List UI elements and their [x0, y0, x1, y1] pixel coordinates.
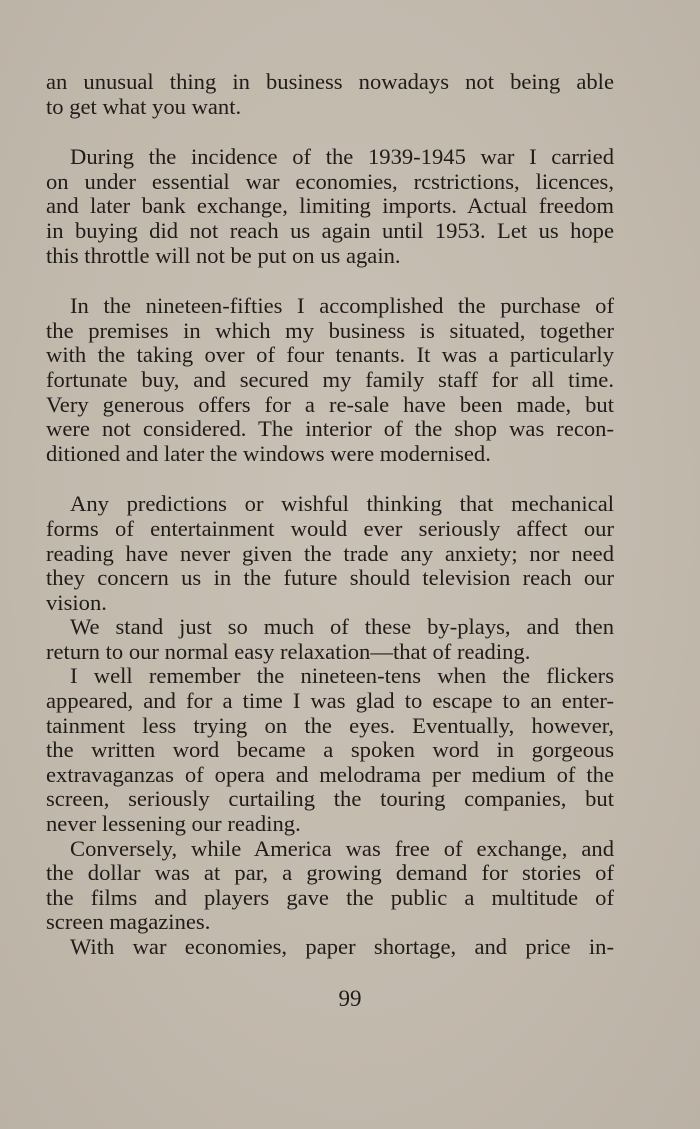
- text-line: on under essential war economies, rcstrictions, licences,: [46, 168, 614, 194]
- paragraph: [46, 70, 614, 119]
- text-line: With war economies, paper shortage, and price in-: [70, 934, 614, 959]
- text-line: to get what you want.: [46, 93, 242, 119]
- text-line: During the incidence of the 1939-1945 war I carried: [70, 144, 614, 170]
- text-line: screen magazines.: [46, 909, 211, 935]
- text-line: extravaganzas of opera and melodrama per medium of the: [46, 761, 614, 787]
- text-line: this throttle will not be put on us again.: [46, 242, 401, 268]
- text-line: Very generous offers for a re-sale have been made, but: [46, 391, 614, 417]
- paragraph: [46, 837, 614, 935]
- text-line: the written word became a spoken word in gorgeous: [46, 737, 614, 763]
- text-line: Conversely, while America was free of exchange, and: [70, 835, 614, 861]
- text-line: were not considered. The interior of the shop was recon-: [46, 416, 614, 442]
- text-line: the films and players gave the public a multitude of: [46, 884, 614, 910]
- text-line: We stand just so much of these by-plays, and then: [70, 614, 614, 640]
- text-line: Any predictions or wishful thinking that mechanical: [70, 491, 614, 517]
- text-line: I well remember the nineteen-tens when the flickers: [70, 663, 614, 689]
- text-line: tainment less trying on the eyes. Eventually, however,: [46, 712, 614, 738]
- text-line: in buying did not reach us again until 1953. Let us hope: [46, 217, 614, 243]
- paragraph: [46, 615, 614, 664]
- text-line: reading have never given the trade any anxiety; nor need: [46, 540, 614, 566]
- paragraph: [46, 492, 614, 615]
- text-line: vision.: [46, 589, 107, 615]
- text-line: they concern us in the future should television reach our: [46, 565, 614, 591]
- text-line: the premises in which my business is situated, together: [46, 317, 614, 343]
- text-line: with the taking over of four tenants. It was a particularly: [46, 342, 614, 368]
- paragraph: [46, 664, 614, 836]
- text-line: never lessening our reading.: [46, 811, 301, 837]
- text-line: return to our normal easy relaxation—that of reading.: [46, 638, 531, 664]
- text-line: screen, seriously curtailing the touring companies, but: [46, 786, 614, 812]
- paragraph: [46, 935, 614, 960]
- text-line: the dollar was at par, a growing demand for stories of: [46, 860, 614, 886]
- text-line: appeared, and for a time I was glad to escape to an enter-: [46, 688, 614, 714]
- page-number: 99: [338, 986, 362, 1011]
- text-line: an unusual thing in business nowadays not being able: [46, 69, 614, 94]
- text-line: ditioned and later the windows were modernised.: [46, 440, 491, 466]
- text-line: fortunate buy, and secured my family staff for all time.: [46, 366, 614, 392]
- paragraph: [46, 294, 614, 466]
- text-line: and later bank exchange, limiting imports. Actual freedom: [46, 193, 614, 219]
- paragraph: [46, 145, 614, 268]
- text-line: forms of entertainment would ever seriously affect our: [46, 515, 614, 541]
- body-text: [46, 70, 614, 960]
- text-line: In the nineteen-fifties I accomplished the purchase of: [70, 293, 614, 319]
